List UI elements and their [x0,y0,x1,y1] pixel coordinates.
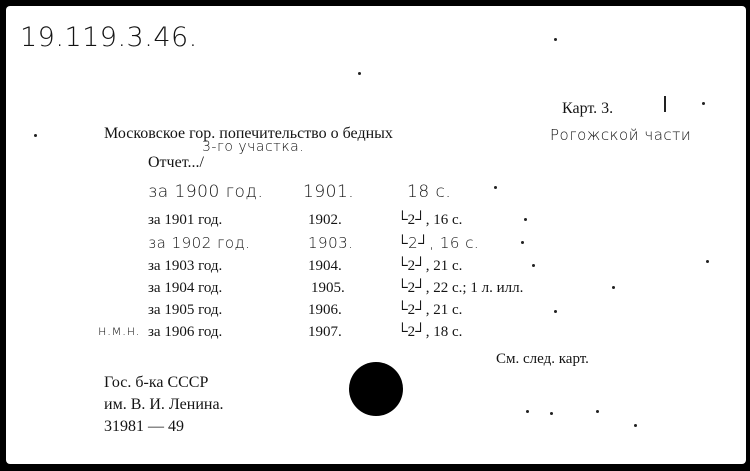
catalog-number: 19.119.3.46. [20,22,198,53]
report-row-1900 [6,182,746,204]
title-main: Московское гор. попечительство о бедных [104,125,393,142]
speck [550,412,553,415]
report-year-label: за 1903 год. [148,258,223,274]
report-pages: └2┘, 21 с. [397,258,463,274]
library-name-line-1: Гос. б-ка СССР [104,374,209,391]
report-published-year: 1905. [311,280,345,296]
report-year-label: за 1905 год. [148,302,223,318]
report-row-1906 [6,324,746,346]
report-pages: └2┘, 16 с. [397,234,480,252]
report-pages: 18 с. [407,182,452,202]
report-row-1905 [6,302,746,324]
library-code: 31981 — 49 [104,418,184,435]
report-pages: └2┘, 21 с. [397,302,463,318]
speck [706,260,709,263]
speck [612,286,615,289]
report-published-year: 1906. [308,302,342,318]
speck [554,38,557,41]
speck [358,72,361,75]
report-pages: └2┘, 16 с. [397,212,463,228]
report-row-1901 [6,212,746,234]
punch-hole [349,362,403,416]
speck [532,264,535,267]
report-published-year: 1902. [308,212,342,228]
speck [702,102,705,105]
speck [554,310,557,313]
speck [34,134,37,137]
report-published-year: 1903. [308,234,354,252]
report-year-label: за 1901 год. [148,212,223,228]
report-label: Отчет.../ [148,154,204,171]
card-index-mark [664,96,666,112]
report-pages: └2┘, 22 с.; 1 л. илл. [397,280,524,296]
speck [524,218,527,221]
report-published-year: 1907. [308,324,342,340]
report-year-label: за 1900 год. [148,182,264,202]
report-row-1903 [6,258,746,280]
card-index: Карт. 3. [562,100,614,117]
catalog-card [6,6,746,464]
speck [526,410,529,413]
speck [521,241,524,244]
report-year-label: за 1902 год. [148,234,251,252]
report-pages: └2┘, 18 с. [397,324,463,340]
library-name-line-2: им. В. И. Ленина. [104,396,224,413]
report-row-1902 [6,234,746,256]
see-next-card: См. след. карт. [496,351,589,367]
report-published-year: 1901. [303,182,355,202]
title-handwritten-insert: 3-го участка. [202,139,305,155]
speck [494,186,497,189]
speck [634,424,637,427]
speck [596,410,599,413]
report-year-label: за 1904 год. [148,280,223,296]
report-published-year: 1904. [308,258,342,274]
shelf-marks: н.м.н. [98,324,141,339]
title-handwritten-continuation: Рогожской части [550,126,692,144]
report-row-1904 [6,280,746,302]
report-year-label: за 1906 год. [148,324,223,340]
